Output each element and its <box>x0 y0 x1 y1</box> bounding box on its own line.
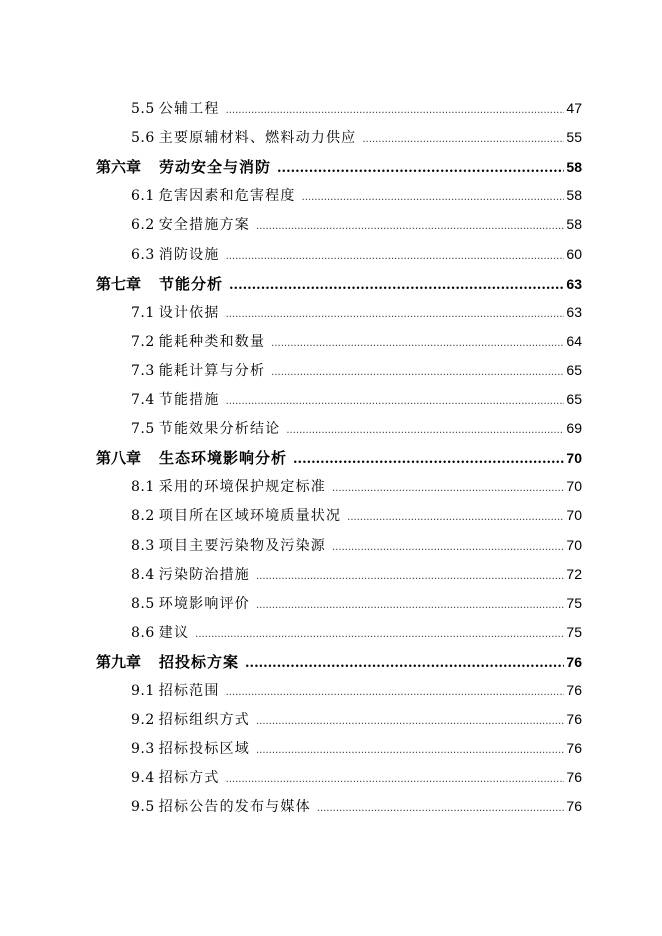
toc-section-entry[interactable] <box>131 680 582 700</box>
toc-section-entry[interactable] <box>131 767 582 787</box>
toc-entry-title: 采用的环境保护规定标准 <box>158 479 326 496</box>
toc-dot-leader <box>256 600 564 611</box>
toc-entry-title: 消防设施 <box>158 246 220 263</box>
toc-dot-leader <box>226 105 565 116</box>
toc-section-entry[interactable] <box>131 709 582 729</box>
toc-entry-number: 第六章 <box>96 158 142 177</box>
toc-entry-number: 7.5 <box>131 421 155 438</box>
toc-entry-page-number: 70 <box>566 450 582 467</box>
toc-section-entry[interactable] <box>131 564 582 584</box>
toc-entry-number: 7.3 <box>131 362 155 379</box>
toc-entry-page-number: 70 <box>566 536 582 553</box>
toc-dot-leader <box>256 716 564 727</box>
toc-entry-title: 建议 <box>158 624 190 641</box>
toc-entry-number: 9.3 <box>131 741 155 758</box>
toc-dot-leader <box>293 452 564 467</box>
toc-section-entry[interactable] <box>131 535 582 555</box>
toc-entry-number: 9.5 <box>131 799 155 816</box>
toc-entry-page-number: 60 <box>566 245 582 262</box>
toc-entry-number: 第九章 <box>96 652 142 671</box>
toc-entry-page-number: 75 <box>566 623 582 640</box>
toc-entry-page-number: 76 <box>566 711 582 728</box>
toc-entry-number: 6.2 <box>131 217 155 234</box>
toc-section-entry[interactable] <box>131 389 582 409</box>
toc-entry-number: 8.4 <box>131 566 155 583</box>
toc-entry-number: 5.6 <box>131 130 155 147</box>
toc-entry-number: 9.2 <box>131 712 155 729</box>
toc-section-entry[interactable] <box>131 622 582 642</box>
toc-entry-title: 节能措施 <box>158 392 220 408</box>
toc-dot-leader <box>256 571 564 582</box>
toc-section-entry[interactable] <box>131 360 582 380</box>
toc-entry-title: 公辅工程 <box>158 101 220 117</box>
toc-section-entry[interactable] <box>131 185 582 205</box>
toc-entry-page-number: 76 <box>566 682 582 698</box>
toc-dot-leader <box>195 629 564 640</box>
toc-dot-leader <box>226 687 565 698</box>
toc-entry-title: 环境影响评价 <box>158 595 250 612</box>
toc-section-entry[interactable] <box>131 593 582 613</box>
toc-section-entry[interactable] <box>131 214 582 234</box>
toc-entry-title: 污染防治措施 <box>158 566 250 583</box>
toc-entry-title: 招标范围 <box>158 683 220 699</box>
toc-entry-page-number: 76 <box>566 740 582 757</box>
toc-entry-number: 8.2 <box>131 508 155 525</box>
toc-entry-number: 8.1 <box>131 479 155 496</box>
toc-entry-page-number: 63 <box>566 275 582 292</box>
toc-entry-title: 项目所在区域环境质量状况 <box>158 508 342 525</box>
toc-entry-page-number: 70 <box>566 478 582 495</box>
toc-entry-page-number: 63 <box>566 303 582 320</box>
toc-dot-leader <box>226 774 565 785</box>
toc-section-entry[interactable] <box>131 244 582 264</box>
toc-section-entry[interactable] <box>131 302 582 322</box>
toc-dot-leader <box>332 483 564 494</box>
toc-dot-leader <box>286 425 564 436</box>
toc-entry-number: 5.5 <box>131 101 155 117</box>
toc-entry-page-number: 75 <box>566 594 582 611</box>
toc-dot-leader <box>229 278 564 293</box>
toc-entry-number: 9.4 <box>131 770 155 787</box>
toc-entry-number: 8.6 <box>131 624 155 641</box>
toc-entry-title: 项目主要污染物及污染源 <box>158 537 326 554</box>
toc-entry-page-number: 76 <box>566 653 582 670</box>
toc-entry-number: 7.2 <box>131 333 155 350</box>
toc-entry-number: 7.4 <box>131 392 155 408</box>
toc-section-entry[interactable] <box>131 331 582 351</box>
toc-entry-page-number: 47 <box>566 100 582 116</box>
toc-entry-page-number: 69 <box>566 420 582 437</box>
toc-entry-page-number: 58 <box>566 216 582 233</box>
toc-dot-leader <box>226 251 565 262</box>
toc-dot-leader <box>226 309 565 320</box>
toc-entry-page-number: 72 <box>566 565 582 582</box>
toc-entry-title: 招标组织方式 <box>158 712 250 729</box>
toc-entry-title: 生态环境影响分析 <box>159 449 288 468</box>
toc-entry-page-number: 55 <box>566 129 582 146</box>
toc-entry-page-number: 58 <box>566 187 582 204</box>
toc-entry-title: 能耗计算与分析 <box>158 362 266 379</box>
toc-dot-leader <box>245 656 564 671</box>
toc-section-entry[interactable] <box>131 98 582 118</box>
toc-entry-title: 能耗种类和数量 <box>158 333 266 350</box>
toc-entry-page-number: 58 <box>566 159 582 176</box>
toc-dot-leader <box>256 221 564 232</box>
toc-entry-title: 危害因素和危害程度 <box>158 188 296 205</box>
toc-entry-title: 节能分析 <box>159 274 224 293</box>
toc-dot-leader <box>256 745 564 756</box>
toc-entry-page-number: 65 <box>566 361 582 378</box>
toc-section-entry[interactable] <box>131 418 582 438</box>
toc-dot-leader <box>362 134 564 145</box>
toc-entry-title: 招标方式 <box>158 770 220 787</box>
toc-chapter-entry[interactable] <box>96 156 582 177</box>
toc-entry-title: 主要原辅材料、燃料动力供应 <box>158 130 357 147</box>
toc-entry-title: 劳动安全与消防 <box>159 158 272 177</box>
toc-section-entry[interactable] <box>131 796 582 816</box>
toc-entry-number: 7.1 <box>131 304 155 321</box>
toc-section-entry[interactable] <box>131 127 582 147</box>
toc-chapter-entry[interactable] <box>96 651 582 672</box>
toc-entry-number: 6.3 <box>131 246 155 263</box>
toc-entry-number: 6.1 <box>131 188 155 205</box>
toc-dot-leader <box>317 803 565 814</box>
toc-entry-page-number: 76 <box>566 798 582 815</box>
toc-dot-leader <box>347 512 564 523</box>
toc-dot-leader <box>271 338 564 349</box>
toc-dot-leader <box>271 367 564 378</box>
toc-entry-number: 8.5 <box>131 595 155 612</box>
toc-dot-leader <box>226 396 565 407</box>
toc-entry-title: 招标投标区域 <box>158 741 250 758</box>
toc-dot-leader <box>302 192 565 203</box>
toc-entry-title: 设计依据 <box>158 304 220 321</box>
toc-entry-number: 第七章 <box>96 274 142 293</box>
toc-dot-leader <box>332 542 564 553</box>
toc-section-entry[interactable] <box>131 738 582 758</box>
toc-entry-page-number: 65 <box>566 391 582 407</box>
toc-chapter-entry[interactable] <box>96 273 582 294</box>
toc-chapter-entry[interactable] <box>96 447 582 468</box>
toc-entry-number: 第八章 <box>96 449 142 468</box>
toc-entry-title: 招投标方案 <box>159 652 240 671</box>
toc-entry-number: 9.1 <box>131 683 155 699</box>
toc-entry-number: 8.3 <box>131 537 155 554</box>
toc-section-entry[interactable] <box>131 505 582 525</box>
toc-entry-page-number: 64 <box>566 332 582 349</box>
toc-dot-leader <box>277 161 564 176</box>
toc-entry-title: 安全措施方案 <box>158 217 250 234</box>
toc-entry-page-number: 76 <box>566 769 582 786</box>
toc-section-entry[interactable] <box>131 476 582 496</box>
toc-entry-page-number: 70 <box>566 507 582 524</box>
toc-entry-title: 节能效果分析结论 <box>158 421 281 438</box>
toc-entry-title: 招标公告的发布与媒体 <box>158 799 311 816</box>
